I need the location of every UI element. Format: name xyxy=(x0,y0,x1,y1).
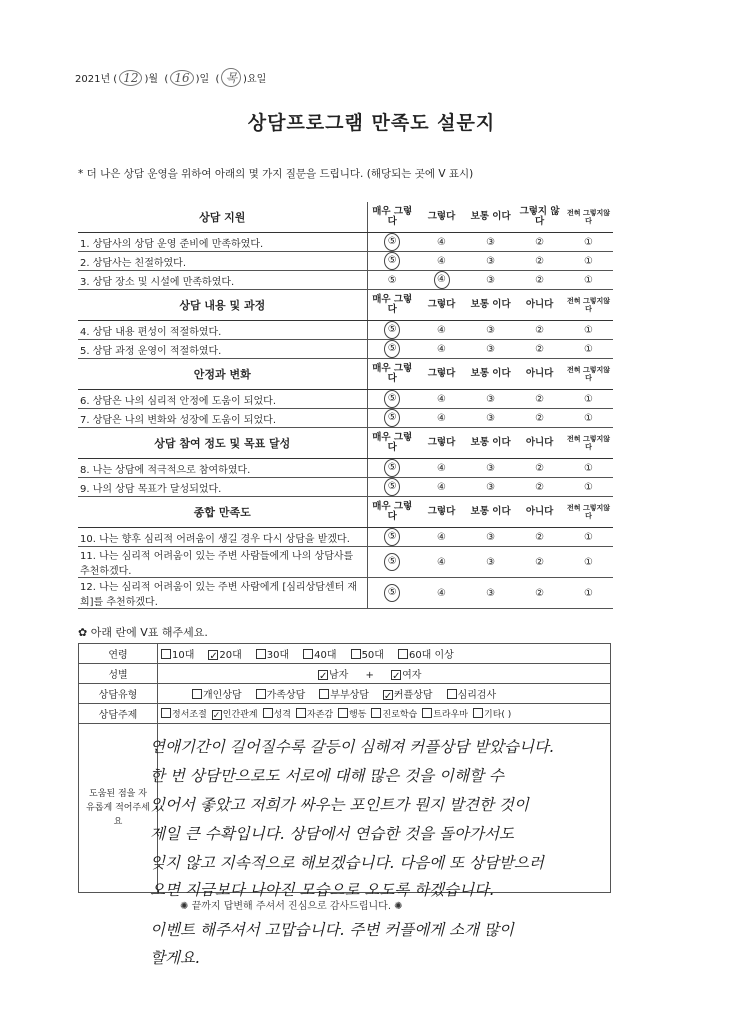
rating-option[interactable] xyxy=(564,271,613,290)
rating-option[interactable] xyxy=(367,547,417,578)
question-text: 3. 상담 장소 및 시설에 만족하였다. xyxy=(78,271,367,290)
rating-option[interactable] xyxy=(367,340,417,359)
rating-option[interactable] xyxy=(515,459,564,478)
scale-header: 전혀 그렇지않다 xyxy=(564,290,613,321)
handwritten-line: 제일 큰 수확입니다. 상담에서 연습한 것을 돌아가서도 xyxy=(150,825,514,843)
checkbox[interactable] xyxy=(296,708,306,718)
scale-header: 그렇다 xyxy=(417,290,466,321)
option[interactable] xyxy=(296,707,333,720)
scale-header: 보통 이다 xyxy=(466,202,515,233)
rating-option[interactable] xyxy=(515,478,564,497)
rating-value: ② xyxy=(535,393,545,405)
rating-value: ④ xyxy=(437,393,446,405)
rating-option[interactable] xyxy=(515,252,564,271)
option-label: 행동 xyxy=(349,710,367,720)
option-label: 남자 xyxy=(329,670,349,681)
checkbox[interactable] xyxy=(319,689,329,699)
selected-rating: ⑤ xyxy=(384,584,400,602)
rating-value: ② xyxy=(535,556,545,568)
info-note: ✿ 아래 란에 V표 해주세요. xyxy=(78,626,208,639)
selected-rating: ⑤ xyxy=(384,528,400,546)
checkbox[interactable] xyxy=(371,708,381,718)
question-text: 12. 나는 심리적 어려움이 있는 주변 사람에게 [심리상담센터 재희]를 추천하겠다. xyxy=(78,578,367,609)
day-value: 16 xyxy=(170,70,193,86)
option-label: 심리검사 xyxy=(457,690,497,701)
checkbox[interactable] xyxy=(303,649,313,659)
rating-option[interactable] xyxy=(417,459,466,478)
rating-value: ③ xyxy=(486,587,496,599)
rating-option[interactable] xyxy=(466,321,515,340)
rating-value: ③ xyxy=(486,481,496,493)
question-row xyxy=(78,321,613,340)
rating-option[interactable] xyxy=(466,547,515,578)
rating-value: ② xyxy=(535,343,545,355)
selected-rating: ⑤ xyxy=(384,459,400,477)
selected-rating: ⑤ xyxy=(384,321,400,339)
question-text: 1. 상담사의 상담 운영 준비에 만족하였다. xyxy=(78,233,367,252)
option-label: 트라우마 xyxy=(433,710,468,720)
section-title: 상담 지원 xyxy=(78,202,367,233)
rating-option[interactable] xyxy=(515,390,564,409)
survey-table xyxy=(78,202,613,609)
scale-header: 매우 그렇다 xyxy=(367,428,417,459)
selected-rating: ⑤ xyxy=(384,390,400,408)
question-row xyxy=(78,528,613,547)
scale-header: 보통 이다 xyxy=(466,290,515,321)
option-label: 40대 xyxy=(314,650,337,661)
rating-value: ② xyxy=(535,587,545,599)
rating-option[interactable] xyxy=(466,271,515,290)
option-label: 가족상담 xyxy=(266,690,306,701)
option-label: 20대 xyxy=(219,650,242,661)
option[interactable] xyxy=(351,646,384,661)
section-header-row xyxy=(78,359,613,390)
question-row xyxy=(78,578,613,609)
rating-option[interactable] xyxy=(466,409,515,428)
option[interactable] xyxy=(161,707,207,720)
selected-rating: ⑤ xyxy=(384,409,400,427)
rating-value: ④ xyxy=(437,236,446,248)
rating-value: ① xyxy=(584,481,593,493)
rating-option[interactable] xyxy=(466,578,515,609)
rating-option[interactable] xyxy=(564,390,613,409)
rating-value: ② xyxy=(535,531,545,543)
handwritten-line: 있어서 좋았고 저희가 싸우는 포인트가 뭔지 발견한 것이 xyxy=(150,796,529,814)
scale-header: 전혀 그렇지않다 xyxy=(564,497,613,528)
page-title: 상담프로그램 만족도 설문지 xyxy=(247,112,496,134)
option[interactable] xyxy=(303,646,336,661)
rating-option[interactable] xyxy=(466,459,515,478)
option-label: 50대 xyxy=(361,650,384,661)
rating-value: ③ xyxy=(486,462,496,474)
scale-header: 보통 이다 xyxy=(466,428,515,459)
rating-option[interactable] xyxy=(515,528,564,547)
rating-value: ③ xyxy=(486,412,496,424)
section-header-row xyxy=(78,202,613,233)
rating-option[interactable] xyxy=(466,478,515,497)
scale-header: 전혀 그렇지않다 xyxy=(564,359,613,390)
day-label: 일 xyxy=(199,74,210,85)
selected-rating: ⑤ xyxy=(384,553,400,571)
option-label: 정서조절 xyxy=(172,710,207,720)
handwritten-line: 연애기간이 길어질수록 갈등이 심해져 커플상담 받았습니다. xyxy=(150,738,554,756)
rating-value: ① xyxy=(584,324,593,336)
option-label: 커플상담 xyxy=(393,690,433,701)
selected-rating: ⑤ xyxy=(384,340,400,358)
scale-header: 그렇지 않다 xyxy=(515,202,564,233)
rating-option[interactable] xyxy=(564,478,613,497)
rating-value: ① xyxy=(584,412,593,424)
rating-option[interactable] xyxy=(367,459,417,478)
option[interactable] xyxy=(447,686,497,701)
rating-option[interactable] xyxy=(515,271,564,290)
option[interactable] xyxy=(256,646,289,661)
rating-value: ⑤ xyxy=(387,274,397,286)
rating-option[interactable] xyxy=(466,390,515,409)
year-label: 2021년 xyxy=(75,74,111,85)
option-label: 인간관계 xyxy=(222,710,258,720)
rating-value: ① xyxy=(584,393,593,405)
scale-header: 보통 이다 xyxy=(466,359,515,390)
scale-header: 아니다 xyxy=(515,428,564,459)
option[interactable] xyxy=(398,646,454,661)
handwritten-line: 할게요. xyxy=(150,949,200,967)
rating-value: ③ xyxy=(486,274,496,286)
rating-option[interactable] xyxy=(367,528,417,547)
option[interactable] xyxy=(319,686,369,701)
question-text: 5. 상담 과정 운영이 적절하였다. xyxy=(78,340,367,359)
scale-header: 그렇다 xyxy=(417,428,466,459)
rating-option[interactable] xyxy=(367,271,417,290)
checkbox[interactable] xyxy=(473,708,483,718)
type-options xyxy=(158,684,611,704)
rating-value: ④ xyxy=(437,531,446,543)
rating-value: ④ xyxy=(437,481,446,493)
selected-rating: ⑤ xyxy=(384,252,400,270)
rating-value: ① xyxy=(584,274,593,286)
selected-rating: ⑤ xyxy=(384,478,400,496)
rating-option[interactable] xyxy=(515,321,564,340)
scale-header: 아니다 xyxy=(515,497,564,528)
rating-option[interactable] xyxy=(564,252,613,271)
question-text: 4. 상담 내용 편성이 적절하였다. xyxy=(78,321,367,340)
question-text: 2. 상담사는 친절하였다. xyxy=(78,252,367,271)
question-row xyxy=(78,271,613,290)
rating-option[interactable] xyxy=(515,578,564,609)
rating-option[interactable] xyxy=(515,233,564,252)
rating-value: ③ xyxy=(486,255,496,267)
scale-header: 보통 이다 xyxy=(466,497,515,528)
question-text: 8. 나는 상담에 적극적으로 참여하였다. xyxy=(78,459,367,478)
gender-joiner: + xyxy=(365,670,374,681)
gender-row xyxy=(79,664,611,684)
option-label: 성격 xyxy=(273,710,291,720)
rating-value: ④ xyxy=(437,587,446,599)
question-row xyxy=(78,409,613,428)
rating-value: ② xyxy=(535,412,545,424)
checkbox[interactable]: ✓ xyxy=(209,651,218,662)
option-label: 부부상담 xyxy=(330,690,369,701)
rating-value: ③ xyxy=(486,556,496,568)
question-text: 10. 나는 향후 심리적 어려움이 생길 경우 다시 상담을 받겠다. xyxy=(78,528,367,547)
checkbox[interactable] xyxy=(338,708,348,718)
checkbox[interactable]: ✓ xyxy=(383,691,393,702)
selected-rating: ④ xyxy=(434,271,450,289)
age-options xyxy=(158,644,611,664)
scale-header: 매우 그렇다 xyxy=(367,202,417,233)
option-label: 자존감 xyxy=(306,710,334,720)
question-row xyxy=(78,340,613,359)
rating-value: ④ xyxy=(437,412,446,424)
rating-option[interactable] xyxy=(417,271,466,290)
selected-rating: ⑤ xyxy=(384,233,400,251)
rating-option[interactable] xyxy=(466,340,515,359)
checkbox[interactable] xyxy=(398,649,408,659)
rating-value: ③ xyxy=(486,324,496,336)
rating-value: ④ xyxy=(437,462,446,474)
option-label: 10대 xyxy=(172,650,195,661)
rating-option[interactable] xyxy=(417,233,466,252)
scale-header: 그렇다 xyxy=(417,359,466,390)
section-title: 상담 참여 정도 및 목표 달성 xyxy=(78,428,367,459)
topic-label: 상담주제 xyxy=(79,704,158,724)
rating-option[interactable] xyxy=(417,409,466,428)
handwritten-line: 잊지 않고 지속적으로 해보겠습니다. 다음에 또 상담받으러 xyxy=(150,854,544,872)
checkbox[interactable]: ✓ xyxy=(319,671,328,682)
option-label: 진로학습 xyxy=(382,710,418,720)
topic-row xyxy=(79,704,611,724)
checkbox[interactable]: ✓ xyxy=(392,671,401,682)
question-row xyxy=(78,478,613,497)
scale-header: 그렇다 xyxy=(417,497,466,528)
gender-label: 성별 xyxy=(79,664,158,684)
rating-option[interactable] xyxy=(466,252,515,271)
option[interactable] xyxy=(383,686,433,701)
rating-option[interactable] xyxy=(417,390,466,409)
scale-header: 매우 그렇다 xyxy=(367,359,417,390)
question-row xyxy=(78,390,613,409)
type-row xyxy=(79,684,611,704)
gender-option-male[interactable] xyxy=(318,666,348,681)
thanks-footer: ✺ 끝까지 답변해 주셔서 진심으로 감사드립니다. ✺ xyxy=(180,901,403,912)
option[interactable] xyxy=(371,707,417,720)
option-label: 개인상담 xyxy=(203,690,242,701)
rating-option[interactable] xyxy=(564,547,613,578)
scale-header: 전혀 그렇지않다 xyxy=(564,428,613,459)
comment-label: 도움된 점을 자유롭게 적어주세요 xyxy=(79,724,158,893)
rating-value: ① xyxy=(584,255,593,267)
rating-value: ① xyxy=(584,531,593,543)
scale-header: 그렇다 xyxy=(417,202,466,233)
rating-option[interactable] xyxy=(367,321,417,340)
month-value: 12 xyxy=(119,70,142,86)
question-row xyxy=(78,459,613,478)
rating-option[interactable] xyxy=(417,547,466,578)
rating-option[interactable] xyxy=(564,321,613,340)
question-row xyxy=(78,547,613,578)
rating-value: ③ xyxy=(486,343,496,355)
weekday-label: 요일 xyxy=(246,74,267,85)
rating-value: ① xyxy=(584,343,593,355)
rating-option[interactable] xyxy=(417,478,466,497)
rating-option[interactable] xyxy=(515,547,564,578)
question-text: 6. 상담은 나의 심리적 안정에 도움이 되었다. xyxy=(78,390,367,409)
option-label: 기타( ) xyxy=(484,710,512,720)
option-label: 60대 이상 xyxy=(408,650,454,661)
scale-header: 아니다 xyxy=(515,359,564,390)
type-label: 상담유형 xyxy=(79,684,158,704)
scale-header: 매우 그렇다 xyxy=(367,290,417,321)
checkbox[interactable] xyxy=(161,708,171,718)
rating-option[interactable] xyxy=(564,233,613,252)
rating-value: ① xyxy=(584,236,593,248)
rating-option[interactable] xyxy=(417,252,466,271)
gender-option-female[interactable] xyxy=(391,666,421,681)
section-title: 상담 내용 및 과정 xyxy=(78,290,367,321)
option[interactable] xyxy=(338,707,366,720)
rating-option[interactable] xyxy=(417,528,466,547)
rating-value: ④ xyxy=(437,556,446,568)
rating-value: ② xyxy=(535,462,545,474)
question-text: 7. 상담은 나의 변화와 성장에 도움이 되었다. xyxy=(78,409,367,428)
option[interactable] xyxy=(422,707,468,720)
handwritten-line: 오면 지금보다 나아진 모습으로 오도록 하겠습니다. xyxy=(150,881,494,899)
section-title: 안정과 변화 xyxy=(78,359,367,390)
handwritten-line: 한 번 상담만으로도 서로에 대해 많은 것을 이해할 수 xyxy=(150,767,504,785)
rating-option[interactable] xyxy=(367,578,417,609)
scale-header: 매우 그렇다 xyxy=(367,497,417,528)
checkbox[interactable] xyxy=(256,689,266,699)
rating-value: ④ xyxy=(437,255,446,267)
topic-options xyxy=(158,704,611,724)
rating-option[interactable] xyxy=(564,409,613,428)
question-row xyxy=(78,233,613,252)
rating-value: ② xyxy=(535,236,545,248)
option[interactable] xyxy=(192,686,242,701)
rating-option[interactable] xyxy=(466,233,515,252)
option[interactable] xyxy=(256,686,306,701)
checkbox[interactable]: ✓ xyxy=(212,711,221,721)
option[interactable] xyxy=(208,646,241,661)
age-label: 연령 xyxy=(79,644,158,664)
rating-value: ③ xyxy=(486,393,496,405)
checkbox[interactable] xyxy=(422,708,432,718)
rating-option[interactable] xyxy=(564,459,613,478)
scale-header: 아니다 xyxy=(515,290,564,321)
rating-value: ① xyxy=(584,556,593,568)
rating-value: ② xyxy=(535,324,545,336)
checkbox[interactable] xyxy=(263,708,273,718)
rating-option[interactable] xyxy=(515,409,564,428)
month-label: 월 xyxy=(148,74,159,85)
footer-text: 끝까지 답변해 주셔서 진심으로 감사드립니다. xyxy=(191,901,391,912)
checkbox[interactable] xyxy=(447,689,457,699)
rating-value: ① xyxy=(584,462,593,474)
rating-value: ④ xyxy=(437,343,446,355)
rating-option[interactable] xyxy=(564,340,613,359)
rating-value: ② xyxy=(535,255,545,267)
checkbox[interactable] xyxy=(161,649,171,659)
question-row xyxy=(78,252,613,271)
option-label: 30대 xyxy=(266,650,290,661)
option[interactable] xyxy=(473,707,511,720)
section-title: 종합 만족도 xyxy=(78,497,367,528)
rating-option[interactable] xyxy=(564,528,613,547)
rating-option[interactable] xyxy=(367,409,417,428)
checkbox[interactable] xyxy=(351,649,361,659)
section-header-row xyxy=(78,290,613,321)
rating-value: ④ xyxy=(437,324,446,336)
rating-option[interactable] xyxy=(367,478,417,497)
section-header-row xyxy=(78,428,613,459)
checkbox[interactable] xyxy=(192,689,202,699)
rating-option[interactable] xyxy=(417,578,466,609)
date-line: 2021년 ( 12 )월 ( 16 )일 ( 목 )요일 xyxy=(75,68,266,87)
rating-option[interactable] xyxy=(515,340,564,359)
rating-option[interactable] xyxy=(417,321,466,340)
rating-option[interactable] xyxy=(417,340,466,359)
rating-option[interactable] xyxy=(367,233,417,252)
rating-value: ③ xyxy=(486,531,496,543)
rating-option[interactable] xyxy=(466,528,515,547)
option-label: 여자 xyxy=(402,670,422,681)
rating-value: ① xyxy=(584,587,593,599)
rating-value: ② xyxy=(535,274,545,286)
rating-value: ② xyxy=(535,481,545,493)
rating-option[interactable] xyxy=(564,578,613,609)
option[interactable] xyxy=(161,646,194,661)
question-text: 9. 나의 상담 목표가 달성되었다. xyxy=(78,478,367,497)
section-header-row xyxy=(78,497,613,528)
option[interactable] xyxy=(263,707,291,720)
checkbox[interactable] xyxy=(256,649,266,659)
age-row xyxy=(79,644,611,664)
weekday-value: 목 xyxy=(221,68,241,87)
rating-option[interactable] xyxy=(367,390,417,409)
option[interactable] xyxy=(212,707,258,720)
scale-header: 전혀 그렇지않다 xyxy=(564,202,613,233)
rating-option[interactable] xyxy=(367,252,417,271)
rating-value: ③ xyxy=(486,236,496,248)
question-text: 11. 나는 심리적 어려움이 있는 주변 사람들에게 나의 상담사를 추천하겠다. xyxy=(78,547,367,578)
handwritten-line: 이벤트 해주셔서 고맙습니다. 주변 커플에게 소개 많이 xyxy=(150,921,514,939)
intro-text: * 더 나은 상담 운영을 위하여 아래의 몇 가지 질문을 드립니다. (해당되는 곳에 V 표시) xyxy=(78,168,474,180)
